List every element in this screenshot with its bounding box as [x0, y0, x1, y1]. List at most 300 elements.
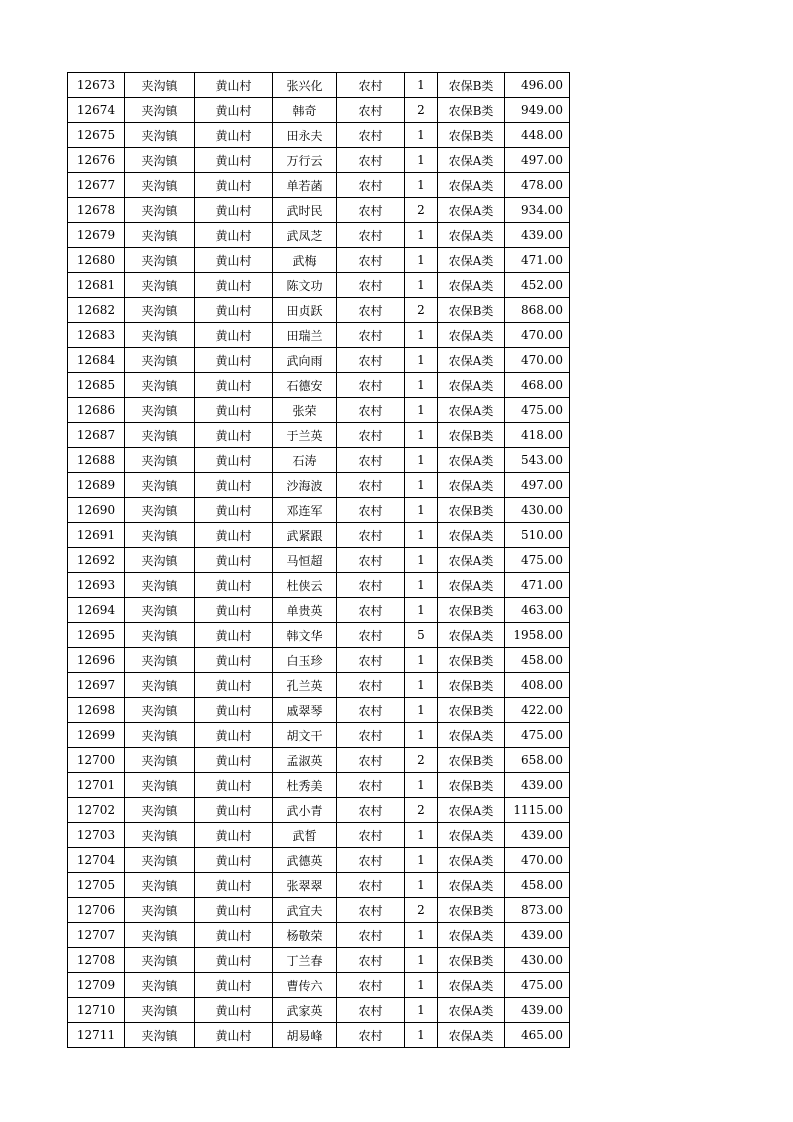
category-cell: 农保B类 — [438, 698, 505, 723]
data-table — [67, 72, 570, 1048]
town-cell: 夹沟镇 — [125, 398, 195, 423]
category-cell: 农保B类 — [438, 948, 505, 973]
count-cell: 1 — [405, 998, 438, 1023]
table-row — [68, 598, 570, 623]
count-cell: 1 — [405, 498, 438, 523]
table-row — [68, 273, 570, 298]
count-cell: 1 — [405, 598, 438, 623]
village-cell: 黄山村 — [195, 223, 273, 248]
area-type-cell: 农村 — [337, 473, 405, 498]
category-cell: 农保A类 — [438, 448, 505, 473]
count-cell: 1 — [405, 423, 438, 448]
town-cell: 夹沟镇 — [125, 373, 195, 398]
village-cell: 黄山村 — [195, 73, 273, 98]
name-cell: 武德英 — [273, 848, 337, 873]
table-row — [68, 298, 570, 323]
village-cell: 黄山村 — [195, 898, 273, 923]
amount-cell: 478.00 — [505, 173, 570, 198]
area-type-cell: 农村 — [337, 323, 405, 348]
amount-cell: 439.00 — [505, 223, 570, 248]
town-cell: 夹沟镇 — [125, 1023, 195, 1048]
category-cell: 农保A类 — [438, 473, 505, 498]
town-cell: 夹沟镇 — [125, 148, 195, 173]
area-type-cell: 农村 — [337, 248, 405, 273]
village-cell: 黄山村 — [195, 298, 273, 323]
village-cell: 黄山村 — [195, 848, 273, 873]
count-cell: 1 — [405, 823, 438, 848]
town-cell: 夹沟镇 — [125, 198, 195, 223]
area-type-cell: 农村 — [337, 423, 405, 448]
count-cell: 2 — [405, 298, 438, 323]
name-cell: 田永夫 — [273, 123, 337, 148]
name-cell: 单若菡 — [273, 173, 337, 198]
id-cell: 12703 — [68, 823, 125, 848]
id-cell: 12675 — [68, 123, 125, 148]
village-cell: 黄山村 — [195, 423, 273, 448]
table-row — [68, 948, 570, 973]
category-cell: 农保A类 — [438, 973, 505, 998]
town-cell: 夹沟镇 — [125, 998, 195, 1023]
name-cell: 武凤芝 — [273, 223, 337, 248]
table-row — [68, 748, 570, 773]
area-type-cell: 农村 — [337, 548, 405, 573]
id-cell: 12704 — [68, 848, 125, 873]
name-cell: 丁兰春 — [273, 948, 337, 973]
area-type-cell: 农村 — [337, 698, 405, 723]
amount-cell: 439.00 — [505, 998, 570, 1023]
category-cell: 农保A类 — [438, 823, 505, 848]
category-cell: 农保B类 — [438, 773, 505, 798]
amount-cell: 458.00 — [505, 873, 570, 898]
village-cell: 黄山村 — [195, 873, 273, 898]
area-type-cell: 农村 — [337, 598, 405, 623]
area-type-cell: 农村 — [337, 998, 405, 1023]
id-cell: 12706 — [68, 898, 125, 923]
category-cell: 农保B类 — [438, 423, 505, 448]
town-cell: 夹沟镇 — [125, 323, 195, 348]
amount-cell: 470.00 — [505, 348, 570, 373]
area-type-cell: 农村 — [337, 923, 405, 948]
table-row — [68, 348, 570, 373]
amount-cell: 439.00 — [505, 773, 570, 798]
area-type-cell: 农村 — [337, 123, 405, 148]
town-cell: 夹沟镇 — [125, 698, 195, 723]
count-cell: 1 — [405, 548, 438, 573]
town-cell: 夹沟镇 — [125, 123, 195, 148]
amount-cell: 430.00 — [505, 948, 570, 973]
name-cell: 武梅 — [273, 248, 337, 273]
amount-cell: 471.00 — [505, 248, 570, 273]
category-cell: 农保A类 — [438, 623, 505, 648]
table-row — [68, 673, 570, 698]
category-cell: 农保A类 — [438, 273, 505, 298]
name-cell: 马恒超 — [273, 548, 337, 573]
name-cell: 白玉珍 — [273, 648, 337, 673]
town-cell: 夹沟镇 — [125, 448, 195, 473]
amount-cell: 873.00 — [505, 898, 570, 923]
count-cell: 1 — [405, 73, 438, 98]
category-cell: 农保A类 — [438, 223, 505, 248]
count-cell: 1 — [405, 323, 438, 348]
village-cell: 黄山村 — [195, 398, 273, 423]
id-cell: 12702 — [68, 798, 125, 823]
count-cell: 1 — [405, 473, 438, 498]
town-cell: 夹沟镇 — [125, 223, 195, 248]
category-cell: 农保A类 — [438, 923, 505, 948]
name-cell: 孟淑英 — [273, 748, 337, 773]
name-cell: 武皙 — [273, 823, 337, 848]
area-type-cell: 农村 — [337, 823, 405, 848]
amount-cell: 497.00 — [505, 148, 570, 173]
town-cell: 夹沟镇 — [125, 523, 195, 548]
count-cell: 1 — [405, 948, 438, 973]
count-cell: 1 — [405, 648, 438, 673]
category-cell: 农保B类 — [438, 498, 505, 523]
area-type-cell: 农村 — [337, 1023, 405, 1048]
town-cell: 夹沟镇 — [125, 173, 195, 198]
village-cell: 黄山村 — [195, 98, 273, 123]
area-type-cell: 农村 — [337, 773, 405, 798]
table-row — [68, 848, 570, 873]
town-cell: 夹沟镇 — [125, 473, 195, 498]
village-cell: 黄山村 — [195, 323, 273, 348]
amount-cell: 418.00 — [505, 423, 570, 448]
village-cell: 黄山村 — [195, 798, 273, 823]
name-cell: 沙海波 — [273, 473, 337, 498]
id-cell: 12695 — [68, 623, 125, 648]
town-cell: 夹沟镇 — [125, 923, 195, 948]
id-cell: 12678 — [68, 198, 125, 223]
area-type-cell: 农村 — [337, 848, 405, 873]
amount-cell: 430.00 — [505, 498, 570, 523]
category-cell: 农保A类 — [438, 723, 505, 748]
name-cell: 武紧跟 — [273, 523, 337, 548]
village-cell: 黄山村 — [195, 448, 273, 473]
count-cell: 1 — [405, 523, 438, 548]
category-cell: 农保A类 — [438, 798, 505, 823]
area-type-cell: 农村 — [337, 873, 405, 898]
name-cell: 单贵英 — [273, 598, 337, 623]
category-cell: 农保B类 — [438, 648, 505, 673]
category-cell: 农保B类 — [438, 598, 505, 623]
category-cell: 农保A类 — [438, 398, 505, 423]
area-type-cell: 农村 — [337, 148, 405, 173]
village-cell: 黄山村 — [195, 1023, 273, 1048]
name-cell: 韩文华 — [273, 623, 337, 648]
name-cell: 武向雨 — [273, 348, 337, 373]
village-cell: 黄山村 — [195, 723, 273, 748]
amount-cell: 471.00 — [505, 573, 570, 598]
id-cell: 12689 — [68, 473, 125, 498]
count-cell: 1 — [405, 148, 438, 173]
area-type-cell: 农村 — [337, 348, 405, 373]
village-cell: 黄山村 — [195, 948, 273, 973]
area-type-cell: 农村 — [337, 273, 405, 298]
amount-cell: 439.00 — [505, 923, 570, 948]
count-cell: 2 — [405, 198, 438, 223]
amount-cell: 470.00 — [505, 323, 570, 348]
count-cell: 1 — [405, 448, 438, 473]
name-cell: 武小青 — [273, 798, 337, 823]
amount-cell: 934.00 — [505, 198, 570, 223]
id-cell: 12685 — [68, 373, 125, 398]
table-row — [68, 148, 570, 173]
table-row — [68, 873, 570, 898]
town-cell: 夹沟镇 — [125, 973, 195, 998]
count-cell: 2 — [405, 798, 438, 823]
table-row — [68, 398, 570, 423]
amount-cell: 439.00 — [505, 823, 570, 848]
name-cell: 胡易峰 — [273, 1023, 337, 1048]
amount-cell: 465.00 — [505, 1023, 570, 1048]
table-row — [68, 223, 570, 248]
area-type-cell: 农村 — [337, 748, 405, 773]
area-type-cell: 农村 — [337, 448, 405, 473]
count-cell: 1 — [405, 223, 438, 248]
village-cell: 黄山村 — [195, 973, 273, 998]
table-row — [68, 923, 570, 948]
town-cell: 夹沟镇 — [125, 823, 195, 848]
category-cell: 农保A类 — [438, 373, 505, 398]
table-row — [68, 548, 570, 573]
id-cell: 12694 — [68, 598, 125, 623]
table-row — [68, 198, 570, 223]
count-cell: 2 — [405, 748, 438, 773]
amount-cell: 543.00 — [505, 448, 570, 473]
category-cell: 农保A类 — [438, 248, 505, 273]
count-cell: 1 — [405, 873, 438, 898]
town-cell: 夹沟镇 — [125, 673, 195, 698]
village-cell: 黄山村 — [195, 673, 273, 698]
village-cell: 黄山村 — [195, 823, 273, 848]
amount-cell: 510.00 — [505, 523, 570, 548]
area-type-cell: 农村 — [337, 298, 405, 323]
name-cell: 张兴化 — [273, 73, 337, 98]
amount-cell: 448.00 — [505, 123, 570, 148]
village-cell: 黄山村 — [195, 648, 273, 673]
id-cell: 12673 — [68, 73, 125, 98]
area-type-cell: 农村 — [337, 223, 405, 248]
category-cell: 农保A类 — [438, 523, 505, 548]
category-cell: 农保A类 — [438, 873, 505, 898]
village-cell: 黄山村 — [195, 573, 273, 598]
town-cell: 夹沟镇 — [125, 773, 195, 798]
village-cell: 黄山村 — [195, 548, 273, 573]
count-cell: 1 — [405, 698, 438, 723]
area-type-cell: 农村 — [337, 173, 405, 198]
id-cell: 12692 — [68, 548, 125, 573]
name-cell: 韩奇 — [273, 98, 337, 123]
area-type-cell: 农村 — [337, 373, 405, 398]
name-cell: 于兰英 — [273, 423, 337, 448]
count-cell: 1 — [405, 573, 438, 598]
id-cell: 12677 — [68, 173, 125, 198]
count-cell: 5 — [405, 623, 438, 648]
id-cell: 12676 — [68, 148, 125, 173]
id-cell: 12684 — [68, 348, 125, 373]
table-row — [68, 773, 570, 798]
village-cell: 黄山村 — [195, 598, 273, 623]
id-cell: 12697 — [68, 673, 125, 698]
id-cell: 12710 — [68, 998, 125, 1023]
name-cell: 田贞跃 — [273, 298, 337, 323]
count-cell: 1 — [405, 373, 438, 398]
area-type-cell: 农村 — [337, 973, 405, 998]
id-cell: 12696 — [68, 648, 125, 673]
area-type-cell: 农村 — [337, 498, 405, 523]
village-cell: 黄山村 — [195, 123, 273, 148]
village-cell: 黄山村 — [195, 698, 273, 723]
table-row — [68, 248, 570, 273]
table-row — [68, 498, 570, 523]
table-row — [68, 723, 570, 748]
table-row — [68, 323, 570, 348]
count-cell: 2 — [405, 898, 438, 923]
category-cell: 农保A类 — [438, 548, 505, 573]
town-cell: 夹沟镇 — [125, 573, 195, 598]
table-row — [68, 173, 570, 198]
table-row — [68, 798, 570, 823]
village-cell: 黄山村 — [195, 998, 273, 1023]
id-cell: 12711 — [68, 1023, 125, 1048]
id-cell: 12682 — [68, 298, 125, 323]
category-cell: 农保B类 — [438, 673, 505, 698]
category-cell: 农保A类 — [438, 323, 505, 348]
amount-cell: 422.00 — [505, 698, 570, 723]
amount-cell: 497.00 — [505, 473, 570, 498]
amount-cell: 868.00 — [505, 298, 570, 323]
area-type-cell: 农村 — [337, 198, 405, 223]
amount-cell: 468.00 — [505, 373, 570, 398]
id-cell: 12687 — [68, 423, 125, 448]
village-cell: 黄山村 — [195, 773, 273, 798]
id-cell: 12701 — [68, 773, 125, 798]
amount-cell: 1115.00 — [505, 798, 570, 823]
village-cell: 黄山村 — [195, 373, 273, 398]
town-cell: 夹沟镇 — [125, 248, 195, 273]
village-cell: 黄山村 — [195, 273, 273, 298]
id-cell: 12679 — [68, 223, 125, 248]
amount-cell: 463.00 — [505, 598, 570, 623]
table-body — [68, 73, 570, 1048]
area-type-cell: 农村 — [337, 673, 405, 698]
table-row — [68, 73, 570, 98]
count-cell: 1 — [405, 173, 438, 198]
village-cell: 黄山村 — [195, 748, 273, 773]
name-cell: 曹传六 — [273, 973, 337, 998]
amount-cell: 475.00 — [505, 973, 570, 998]
id-cell: 12699 — [68, 723, 125, 748]
town-cell: 夹沟镇 — [125, 548, 195, 573]
id-cell: 12680 — [68, 248, 125, 273]
table-row — [68, 423, 570, 448]
name-cell: 戚翠琴 — [273, 698, 337, 723]
table-row — [68, 473, 570, 498]
name-cell: 杜侠云 — [273, 573, 337, 598]
amount-cell: 408.00 — [505, 673, 570, 698]
area-type-cell: 农村 — [337, 648, 405, 673]
name-cell: 万行云 — [273, 148, 337, 173]
amount-cell: 475.00 — [505, 398, 570, 423]
town-cell: 夹沟镇 — [125, 273, 195, 298]
table-row — [68, 98, 570, 123]
id-cell: 12705 — [68, 873, 125, 898]
count-cell: 1 — [405, 398, 438, 423]
amount-cell: 452.00 — [505, 273, 570, 298]
town-cell: 夹沟镇 — [125, 498, 195, 523]
village-cell: 黄山村 — [195, 348, 273, 373]
id-cell: 12709 — [68, 973, 125, 998]
category-cell: 农保A类 — [438, 998, 505, 1023]
amount-cell: 1958.00 — [505, 623, 570, 648]
town-cell: 夹沟镇 — [125, 748, 195, 773]
town-cell: 夹沟镇 — [125, 848, 195, 873]
name-cell: 孔兰英 — [273, 673, 337, 698]
area-type-cell: 农村 — [337, 798, 405, 823]
area-type-cell: 农村 — [337, 723, 405, 748]
category-cell: 农保B类 — [438, 298, 505, 323]
name-cell: 田瑞兰 — [273, 323, 337, 348]
town-cell: 夹沟镇 — [125, 73, 195, 98]
area-type-cell: 农村 — [337, 98, 405, 123]
amount-cell: 949.00 — [505, 98, 570, 123]
table-row — [68, 448, 570, 473]
village-cell: 黄山村 — [195, 198, 273, 223]
name-cell: 武时民 — [273, 198, 337, 223]
amount-cell: 475.00 — [505, 548, 570, 573]
village-cell: 黄山村 — [195, 498, 273, 523]
town-cell: 夹沟镇 — [125, 798, 195, 823]
category-cell: 农保B类 — [438, 98, 505, 123]
table-row — [68, 823, 570, 848]
table-row — [68, 623, 570, 648]
amount-cell: 658.00 — [505, 748, 570, 773]
village-cell: 黄山村 — [195, 923, 273, 948]
table-row — [68, 523, 570, 548]
area-type-cell: 农村 — [337, 898, 405, 923]
town-cell: 夹沟镇 — [125, 98, 195, 123]
town-cell: 夹沟镇 — [125, 898, 195, 923]
village-cell: 黄山村 — [195, 623, 273, 648]
town-cell: 夹沟镇 — [125, 723, 195, 748]
id-cell: 12693 — [68, 573, 125, 598]
name-cell: 武宜夫 — [273, 898, 337, 923]
category-cell: 农保A类 — [438, 1023, 505, 1048]
count-cell: 1 — [405, 348, 438, 373]
name-cell: 张荣 — [273, 398, 337, 423]
id-cell: 12686 — [68, 398, 125, 423]
name-cell: 石涛 — [273, 448, 337, 473]
id-cell: 12707 — [68, 923, 125, 948]
count-cell: 1 — [405, 673, 438, 698]
id-cell: 12674 — [68, 98, 125, 123]
village-cell: 黄山村 — [195, 173, 273, 198]
count-cell: 1 — [405, 848, 438, 873]
town-cell: 夹沟镇 — [125, 298, 195, 323]
town-cell: 夹沟镇 — [125, 948, 195, 973]
id-cell: 12688 — [68, 448, 125, 473]
count-cell: 1 — [405, 923, 438, 948]
category-cell: 农保B类 — [438, 73, 505, 98]
area-type-cell: 农村 — [337, 573, 405, 598]
name-cell: 杨敬荣 — [273, 923, 337, 948]
count-cell: 1 — [405, 773, 438, 798]
name-cell: 邓连军 — [273, 498, 337, 523]
amount-cell: 470.00 — [505, 848, 570, 873]
table-row — [68, 373, 570, 398]
category-cell: 农保A类 — [438, 573, 505, 598]
town-cell: 夹沟镇 — [125, 423, 195, 448]
